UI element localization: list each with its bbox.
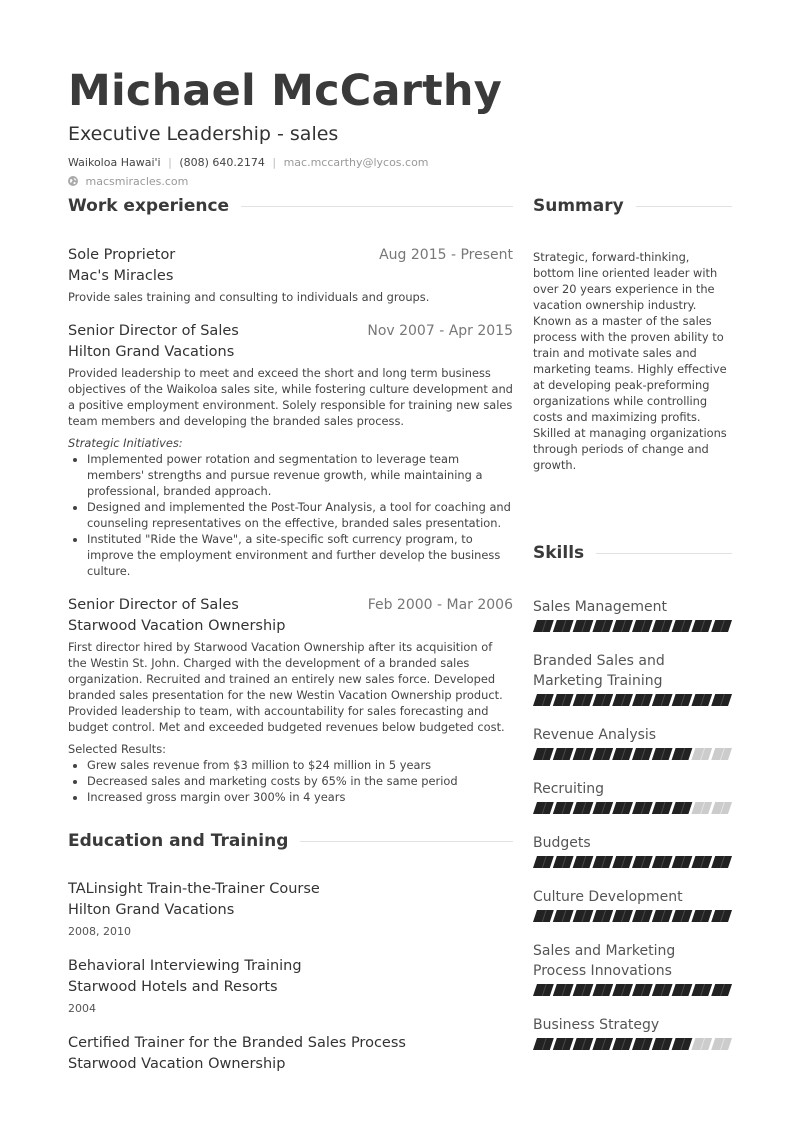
skill-level-bar [533,910,732,922]
list-item: • Decreased sales and marketing costs by 65% in the same period [87,773,513,789]
skill-segment-filled [632,694,653,706]
right-column [533,194,732,1050]
globe-icon [68,176,78,186]
skill-segment-filled [691,694,712,706]
skill-segment-filled [612,694,633,706]
skill-segment-filled [553,802,574,814]
section-divider [300,841,513,842]
job-dates: Aug 2015 - Present [379,247,513,263]
skill-segment-filled [592,910,613,922]
skill-segment-filled [573,620,594,632]
candidate-name: Michael McCarthy [68,66,502,116]
list-item: • Designed and implemented the Post-Tour Analysis, a tool for coaching and counseling representatives on the effective, branded sales presentation. [87,499,513,531]
skill-name: Branded Sales and Marketing Training [533,653,665,689]
skill-segment-filled [592,1038,613,1050]
skill-segment-filled [711,910,732,922]
course-org: Hilton Grand Vacations [68,902,235,918]
skill-segment-filled [711,856,732,868]
bullet-list [68,451,513,579]
course-name: Behavioral Interviewing Training [68,958,302,974]
skill-name: Recruiting [533,781,605,797]
bullet-list [68,757,513,805]
job-entry [68,247,513,305]
job-description: Provide sales training and consulting to individuals and groups. [68,290,430,304]
skill-segment-filled [672,910,693,922]
course-years: 2004 [68,1002,96,1015]
job-role: Senior Director of Sales [68,323,239,339]
skill-segment-filled [533,694,554,706]
skill-segment-filled [652,1038,673,1050]
skill-level-bar [533,802,732,814]
skill-segment-empty [711,748,732,760]
skill-segment-filled [632,620,653,632]
list-item: • Instituted "Ride the Wave", a site-specific soft currency program, to improve the employment environment and further develop the business culture. [87,531,513,579]
job-role: Senior Director of Sales [68,597,239,613]
skill-segment-filled [592,802,613,814]
list-item: • Implemented power rotation and segmentation to leverage team members' strengths and pursue revenue growth, while maintaining a professional, branded approach. [87,451,513,499]
skill-item [533,725,732,760]
skill-segment-filled [533,620,554,632]
skill-name: Budgets [533,835,591,851]
summary-text: Strategic, forward-thinking, bottom line oriented leader with over 20 years experience in the vacation ownership industry. Known as a master of the sales process with the proven ability to train and motivate sales and marketing teams. Highly effective at developing peak-preforming organizations while controlling costs and maximizing profits. Skilled at managing organizations through periods of change and growth. [533,250,727,472]
job-role: Sole Proprietor [68,247,176,263]
section-title: Summary [533,196,624,216]
education-entry [68,1035,513,1072]
skill-segment-filled [632,910,653,922]
skill-segment-filled [553,856,574,868]
skill-segment-filled [652,802,673,814]
skill-item [533,833,732,868]
skill-segment-filled [711,620,732,632]
skill-segment-filled [553,748,574,760]
skill-segment-filled [691,984,712,996]
skill-name: Business Strategy [533,1017,660,1033]
skill-item [533,597,732,632]
skill-segment-filled [592,748,613,760]
skill-segment-filled [632,1038,653,1050]
skill-level-bar [533,856,732,868]
skill-segment-empty [711,802,732,814]
skill-segment-filled [672,984,693,996]
job-sublabel: Strategic Initiatives: [68,436,183,450]
skills-heading [533,541,732,565]
skill-segment-filled [612,856,633,868]
skill-segment-filled [592,620,613,632]
skill-segment-filled [652,856,673,868]
skill-segment-filled [573,1038,594,1050]
job-description: Provided leadership to meet and exceed the short and long term business objectives of the Waikoloa sales site, while fostering culture development and a positive employment environment. Solely responsible for training new sales team members and developing the branded sales process. [68,366,513,428]
job-company: Hilton Grand Vacations [68,344,235,360]
skill-level-bar [533,1038,732,1050]
skill-level-bar [533,620,732,632]
course-years: 2008, 2010 [68,925,131,938]
phone: (808) 640.2174 [179,156,265,169]
section-title: Education and Training [68,831,289,851]
job-dates: Feb 2000 - Mar 2006 [367,597,513,613]
skill-level-bar [533,748,732,760]
skill-segment-filled [573,984,594,996]
skill-segment-filled [652,910,673,922]
job-sublabel: Selected Results: [68,742,166,756]
skill-segment-filled [592,984,613,996]
skill-segment-filled [553,620,574,632]
list-item: • Increased gross margin over 300% in 4 years [87,789,513,805]
skill-segment-filled [592,694,613,706]
skill-segment-filled [691,910,712,922]
job-company: Mac's Miracles [68,268,174,284]
skill-level-bar [533,984,732,996]
job-company: Starwood Vacation Ownership [68,618,286,634]
candidate-title: Executive Leadership - sales [68,123,339,145]
job-dates: Nov 2007 - Apr 2015 [367,323,513,339]
education-heading [68,829,513,853]
contact-line [68,156,429,169]
skill-segment-filled [652,694,673,706]
summary-heading [533,194,732,218]
skill-segment-filled [632,802,653,814]
skill-segment-filled [672,694,693,706]
skill-segment-filled [612,910,633,922]
skill-segment-empty [711,1038,732,1050]
skill-segment-filled [533,856,554,868]
skill-segment-filled [592,856,613,868]
skill-segment-filled [533,984,554,996]
skill-segment-filled [691,620,712,632]
skill-segment-filled [632,748,653,760]
course-org: Starwood Vacation Ownership [68,1056,286,1072]
skill-segment-filled [533,1038,554,1050]
skill-item [533,779,732,814]
work-experience-heading [68,194,513,218]
email-link[interactable]: mac.mccarthy@lycos.com [283,156,429,169]
skill-segment-filled [711,984,732,996]
skill-item [533,941,732,996]
location: Waikoloa Hawai'i [68,156,161,169]
skill-segment-filled [533,748,554,760]
skill-segment-filled [553,984,574,996]
skill-segment-filled [632,856,653,868]
skill-segment-filled [553,694,574,706]
course-name: TALinsight Train-the-Trainer Course [68,881,320,897]
education-entry [68,958,513,1015]
skill-segment-filled [612,802,633,814]
skill-segment-filled [573,748,594,760]
skill-segment-filled [612,1038,633,1050]
skill-segment-empty [691,1038,712,1050]
skill-segment-filled [533,910,554,922]
skill-segment-filled [553,1038,574,1050]
section-divider [241,206,513,207]
section-divider [596,553,732,554]
skills-list [533,597,732,1050]
skill-segment-filled [553,910,574,922]
section-divider [636,206,732,207]
skill-level-bar [533,694,732,706]
website-line [68,175,188,188]
skill-segment-filled [573,910,594,922]
skill-segment-filled [632,984,653,996]
skill-segment-filled [672,1038,693,1050]
skill-item [533,1015,732,1050]
skill-segment-filled [612,620,633,632]
job-entry [68,323,513,579]
skill-segment-filled [672,802,693,814]
education-entry [68,881,513,938]
skill-segment-filled [691,856,712,868]
left-column [68,194,513,1072]
skill-name: Revenue Analysis [533,727,657,743]
skill-segment-filled [652,620,673,632]
skill-segment-filled [533,802,554,814]
skill-segment-filled [652,748,673,760]
skill-segment-filled [672,620,693,632]
skill-segment-filled [573,856,594,868]
list-item: • Grew sales revenue from $3 million to $24 million in 5 years [87,757,513,773]
course-org: Starwood Hotels and Resorts [68,979,278,995]
skill-segment-empty [691,802,712,814]
skill-segment-filled [573,802,594,814]
skill-segment-filled [672,856,693,868]
skill-segment-filled [612,984,633,996]
separator: | [272,156,277,169]
skill-name: Culture Development [533,889,683,905]
separator: | [168,156,172,169]
skill-segment-filled [612,748,633,760]
skill-name: Sales and Marketing Process Innovations [533,943,676,979]
skill-segment-filled [573,694,594,706]
website-link[interactable]: macsmiracles.com [85,175,189,188]
section-title: Skills [533,543,585,563]
job-entry [68,597,513,805]
skill-item [533,651,732,706]
skill-segment-empty [691,748,712,760]
section-title: Work experience [68,196,230,216]
skill-segment-filled [711,694,732,706]
skill-name: Sales Management [533,599,667,615]
course-name: Certified Trainer for the Branded Sales Process [68,1035,406,1051]
skill-item [533,887,732,922]
skill-segment-filled [672,748,693,760]
job-description: First director hired by Starwood Vacation Ownership after its acquisition of the Westin St. John. Charged with the development of a branded sales organization. Recruited and trained an entirely new sales force. Developed branded sales presentation for the new Westin Vacation Ownership product. Provided leadership to team, with accountability for sales forecasting and budget control. Met and exceeded budgeted revenues below budgeted cost. [68,640,505,734]
skill-segment-filled [652,984,673,996]
